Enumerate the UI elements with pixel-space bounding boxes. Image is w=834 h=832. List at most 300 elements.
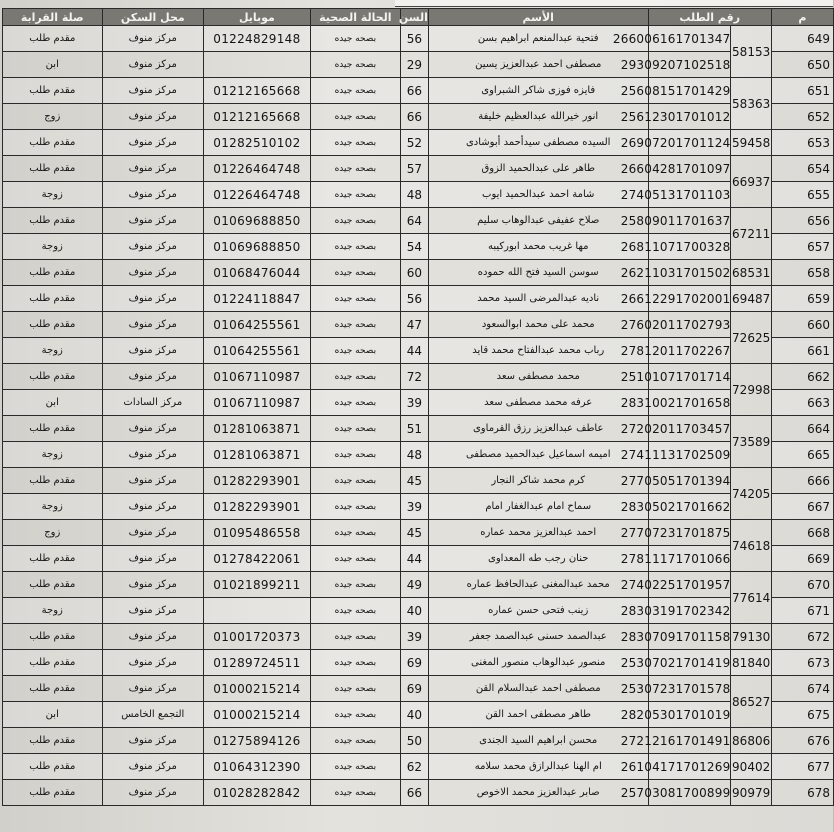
mobile-number: 01224118847	[204, 286, 311, 312]
residence: مركز السادات	[102, 390, 204, 416]
person-name: ناديه عبدالمرضى السيد محمد	[428, 286, 648, 312]
table-row	[3, 702, 834, 728]
age: 49	[400, 572, 428, 598]
person-name: مها غريب محمد ابوركيبه	[428, 234, 648, 260]
national-id: 27812011702267	[648, 338, 731, 364]
age: 69	[400, 676, 428, 702]
row-number: 653	[771, 130, 833, 156]
table-row	[3, 312, 834, 338]
health-status: بصحه جيده	[310, 130, 400, 156]
age: 54	[400, 234, 428, 260]
relation: زوجة	[3, 234, 103, 260]
table-row	[3, 780, 834, 806]
header-relation: صلة القرابة	[3, 9, 103, 26]
national-id: 28307091701158	[648, 624, 731, 650]
relation: مقدم طلب	[3, 416, 103, 442]
row-number: 660	[771, 312, 833, 338]
mobile-number: 01289724511	[204, 650, 311, 676]
age: 66	[400, 78, 428, 104]
table-row	[3, 156, 834, 182]
person-name: كرم محمد شاكر النجار	[428, 468, 648, 494]
mobile-number: 01064312390	[204, 754, 311, 780]
relation: ابن	[3, 390, 103, 416]
relation: زوجة	[3, 182, 103, 208]
age: 45	[400, 468, 428, 494]
person-name: محمد على محمد ابوالسعود	[428, 312, 648, 338]
row-number: 664	[771, 416, 833, 442]
health-status: بصحه جيده	[310, 468, 400, 494]
age: 62	[400, 754, 428, 780]
national-id: 27707231701875	[648, 520, 731, 546]
national-id: 27402251701957	[648, 572, 731, 598]
person-name: عبدالصمد حسنى عبدالصمد جعفر	[428, 624, 648, 650]
table-row	[3, 338, 834, 364]
header-request-no: رقم الطلب	[648, 9, 771, 26]
mobile-number: 01000215214	[204, 702, 311, 728]
table-row	[3, 468, 834, 494]
table-row	[3, 520, 834, 546]
age: 29	[400, 52, 428, 78]
mobile-number: 01001720373	[204, 624, 311, 650]
row-number: 667	[771, 494, 833, 520]
national-id: 27405131701103	[648, 182, 731, 208]
person-name: انور خيرالله عبدالعظيم خليفة	[428, 104, 648, 130]
relation: مقدم طلب	[3, 26, 103, 52]
person-name: ام الهنا عبدالرازق محمد سلامه	[428, 754, 648, 780]
residence: مركز منوف	[102, 208, 204, 234]
person-name: فتحية عبدالمنعم ابراهيم بسن	[428, 26, 648, 52]
row-number: 662	[771, 364, 833, 390]
residence: مركز منوف	[102, 182, 204, 208]
person-name: احمد عبدالعزيز محمد عماره	[428, 520, 648, 546]
health-status: بصحه جيده	[310, 494, 400, 520]
health-status: بصحه جيده	[310, 546, 400, 572]
national-id: 27602011702793	[648, 312, 731, 338]
relation: مقدم طلب	[3, 728, 103, 754]
table-body	[3, 26, 834, 806]
national-id: 25608151701429	[648, 78, 731, 104]
residence: التجمع الخامس	[102, 702, 204, 728]
row-number: 678	[771, 780, 833, 806]
national-id: 26211031701502	[648, 260, 731, 286]
person-name: طاهر مصطفى احمد القن	[428, 702, 648, 728]
row-number: 663	[771, 390, 833, 416]
age: 69	[400, 650, 428, 676]
health-status: بصحه جيده	[310, 78, 400, 104]
row-number: 649	[771, 26, 833, 52]
age: 39	[400, 390, 428, 416]
health-status: بصحه جيده	[310, 338, 400, 364]
table-row	[3, 572, 834, 598]
request-number: 86806	[731, 728, 771, 754]
row-number: 650	[771, 52, 833, 78]
residence: مركز منوف	[102, 416, 204, 442]
request-number: 86527	[731, 676, 771, 728]
relation: زوج	[3, 104, 103, 130]
health-status: بصحه جيده	[310, 520, 400, 546]
national-id: 26104171701269	[648, 754, 731, 780]
person-name: طاهر على عبدالحميد الزوق	[428, 156, 648, 182]
age: 48	[400, 442, 428, 468]
table-row	[3, 390, 834, 416]
mobile-number: 01282293901	[204, 494, 311, 520]
residence: مركز منوف	[102, 676, 204, 702]
national-id: 26604281701097	[648, 156, 731, 182]
row-number: 655	[771, 182, 833, 208]
mobile-number	[204, 598, 311, 624]
age: 52	[400, 130, 428, 156]
residence: مركز منوف	[102, 26, 204, 52]
row-number: 675	[771, 702, 833, 728]
health-status: بصحه جيده	[310, 390, 400, 416]
request-number: 72998	[731, 364, 771, 416]
residence: مركز منوف	[102, 260, 204, 286]
mobile-number: 01275894126	[204, 728, 311, 754]
header-name: الأسم	[428, 9, 648, 26]
request-number: 74618	[731, 520, 771, 572]
person-name: محسن ابراهيم السيد الجندى	[428, 728, 648, 754]
table-row	[3, 546, 834, 572]
table-header-row	[3, 9, 834, 26]
relation: مقدم طلب	[3, 312, 103, 338]
table-row	[3, 182, 834, 208]
mobile-number: 01282293901	[204, 468, 311, 494]
residence: مركز منوف	[102, 494, 204, 520]
row-number: 676	[771, 728, 833, 754]
row-number: 674	[771, 676, 833, 702]
residence: مركز منوف	[102, 130, 204, 156]
health-status: بصحه جيده	[310, 52, 400, 78]
mobile-number: 01069688850	[204, 234, 311, 260]
residence: مركز منوف	[102, 442, 204, 468]
person-name: منصور عبدالوهاب منصور المغنى	[428, 650, 648, 676]
relation: مقدم طلب	[3, 468, 103, 494]
health-status: بصحه جيده	[310, 442, 400, 468]
health-status: بصحه جيده	[310, 156, 400, 182]
mobile-number: 01064255561	[204, 338, 311, 364]
health-status: بصحه جيده	[310, 650, 400, 676]
person-name: زينب فتحى حسن عماره	[428, 598, 648, 624]
applicants-table	[2, 8, 834, 806]
residence: مركز منوف	[102, 52, 204, 78]
mobile-number: 01282510102	[204, 130, 311, 156]
national-id: 28205301701019	[648, 702, 731, 728]
age: 56	[400, 286, 428, 312]
table-row	[3, 728, 834, 754]
age: 45	[400, 520, 428, 546]
age: 44	[400, 546, 428, 572]
mobile-number: 01068476044	[204, 260, 311, 286]
header-mobile: موبايل	[204, 9, 311, 26]
health-status: بصحه جيده	[310, 676, 400, 702]
table-row	[3, 598, 834, 624]
age: 57	[400, 156, 428, 182]
person-name: صلاح عفيفى عبدالوهاب سليم	[428, 208, 648, 234]
person-name: رباب محمد عبدالفتاح محمد قايد	[428, 338, 648, 364]
age: 66	[400, 780, 428, 806]
request-number: 58153	[731, 26, 771, 78]
relation: مقدم طلب	[3, 208, 103, 234]
relation: مقدم طلب	[3, 156, 103, 182]
relation: زوجة	[3, 442, 103, 468]
national-id: 28310021701658	[648, 390, 731, 416]
request-number: 59458	[731, 130, 771, 156]
mobile-number: 01067110987	[204, 364, 311, 390]
mobile-number: 01226464748	[204, 156, 311, 182]
header-age: السن	[398, 10, 428, 24]
relation: مقدم طلب	[3, 624, 103, 650]
residence: مركز منوف	[102, 650, 204, 676]
person-name: عاطف عبدالعزيز رزق القرماوى	[428, 416, 648, 442]
mobile-number: 01281063871	[204, 416, 311, 442]
request-number: 69487	[731, 286, 771, 312]
table-row	[3, 260, 834, 286]
row-number: 659	[771, 286, 833, 312]
health-status: بصحه جيده	[310, 780, 400, 806]
relation: مقدم طلب	[3, 572, 103, 598]
health-status: بصحه جيده	[310, 104, 400, 130]
mobile-number: 01212165668	[204, 78, 311, 104]
health-status: بصحه جيده	[310, 754, 400, 780]
row-number: 672	[771, 624, 833, 650]
national-id: 27202011703457	[648, 416, 731, 442]
health-status: بصحه جيده	[310, 624, 400, 650]
age: 64	[400, 208, 428, 234]
mobile-number: 01067110987	[204, 390, 311, 416]
residence: مركز منوف	[102, 780, 204, 806]
row-number: 661	[771, 338, 833, 364]
health-status: بصحه جيده	[310, 598, 400, 624]
age: 47	[400, 312, 428, 338]
request-number: 74205	[731, 468, 771, 520]
row-number: 677	[771, 754, 833, 780]
row-number: 671	[771, 598, 833, 624]
previous-table-edge	[395, 0, 833, 7]
mobile-number: 01226464748	[204, 182, 311, 208]
row-number: 656	[771, 208, 833, 234]
request-number: 67211	[731, 208, 771, 260]
table-row	[3, 676, 834, 702]
table-row	[3, 442, 834, 468]
request-number: 81840	[731, 650, 771, 676]
mobile-number	[204, 52, 311, 78]
age: 40	[400, 598, 428, 624]
header-health: الحالة الصحية	[310, 9, 400, 26]
request-number: 72625	[731, 312, 771, 364]
person-name: شامة احمد عبدالحميد ايوب	[428, 182, 648, 208]
table-row	[3, 416, 834, 442]
relation: مقدم طلب	[3, 78, 103, 104]
relation: ابن	[3, 52, 103, 78]
row-number: 670	[771, 572, 833, 598]
national-id: 26811071700328	[648, 234, 731, 260]
person-name: اميمه اسماعيل عبدالحميد مصطفى	[428, 442, 648, 468]
national-id: 29309207102518	[648, 52, 731, 78]
residence: مركز منوف	[102, 520, 204, 546]
request-number: 58363	[731, 78, 771, 130]
header-residence: محل السكن	[102, 9, 204, 26]
age: 40	[400, 702, 428, 728]
request-number: 68531	[731, 260, 771, 286]
person-name: محمد مصطفى سعد	[428, 364, 648, 390]
age: 60	[400, 260, 428, 286]
request-number: 66937	[731, 156, 771, 208]
mobile-number: 01281063871	[204, 442, 311, 468]
row-number: 673	[771, 650, 833, 676]
residence: مركز منوف	[102, 468, 204, 494]
mobile-number: 01224829148	[204, 26, 311, 52]
relation: مقدم طلب	[3, 676, 103, 702]
person-name: سماح امام عبدالغفار امام	[428, 494, 648, 520]
residence: مركز منوف	[102, 286, 204, 312]
person-name: صابر عبدالعزيز محمد الاخوص	[428, 780, 648, 806]
age: 51	[400, 416, 428, 442]
relation: زوجة	[3, 338, 103, 364]
national-id: 27705051701394	[648, 468, 731, 494]
table-row	[3, 52, 834, 78]
request-number: 90979	[731, 780, 771, 806]
health-status: بصحه جيده	[310, 286, 400, 312]
person-name: سوسن السيد فتح الله حموده	[428, 260, 648, 286]
health-status: بصحه جيده	[310, 572, 400, 598]
health-status: بصحه جيده	[310, 364, 400, 390]
mobile-number: 01028282842	[204, 780, 311, 806]
table-row	[3, 754, 834, 780]
health-status: بصحه جيده	[310, 234, 400, 260]
national-id: 25809011701637	[648, 208, 731, 234]
table-row	[3, 624, 834, 650]
row-number: 669	[771, 546, 833, 572]
age: 72	[400, 364, 428, 390]
table-row	[3, 130, 834, 156]
national-id: 25703081700899	[648, 780, 731, 806]
person-name: السيده مصطفى سيدأحمد أبوشادى	[428, 130, 648, 156]
person-name: عرفه محمد مصطفى سعد	[428, 390, 648, 416]
relation: مقدم طلب	[3, 650, 103, 676]
table-row	[3, 26, 834, 52]
age: 39	[400, 494, 428, 520]
residence: مركز منوف	[102, 234, 204, 260]
row-number: 658	[771, 260, 833, 286]
mobile-number: 01064255561	[204, 312, 311, 338]
national-id: 28305021701662	[648, 494, 731, 520]
national-id: 28303191702342	[648, 598, 731, 624]
mobile-number: 01069688850	[204, 208, 311, 234]
relation: زوجة	[3, 494, 103, 520]
health-status: بصحه جيده	[310, 26, 400, 52]
residence: مركز منوف	[102, 728, 204, 754]
residence: مركز منوف	[102, 598, 204, 624]
national-id: 27212161701491	[648, 728, 731, 754]
table-row	[3, 364, 834, 390]
person-name: مصطفى احمد عبدالسلام القن	[428, 676, 648, 702]
national-id: 25307231701578	[648, 676, 731, 702]
residence: مركز منوف	[102, 104, 204, 130]
person-name: محمد عبدالمغنى عبدالحافظ عماره	[428, 572, 648, 598]
national-id: 26612291702001	[648, 286, 731, 312]
table-row	[3, 650, 834, 676]
residence: مركز منوف	[102, 312, 204, 338]
row-number: 666	[771, 468, 833, 494]
table-row	[3, 78, 834, 104]
table-row	[3, 286, 834, 312]
relation: مقدم طلب	[3, 260, 103, 286]
person-name: مصطفى احمد عبدالعزيز يسين	[428, 52, 648, 78]
mobile-number: 01095486558	[204, 520, 311, 546]
age: 44	[400, 338, 428, 364]
age: 50	[400, 728, 428, 754]
row-number: 657	[771, 234, 833, 260]
relation: ابن	[3, 702, 103, 728]
national-id: 27411131702509	[648, 442, 731, 468]
table-row	[3, 494, 834, 520]
relation: مقدم طلب	[3, 364, 103, 390]
residence: مركز منوف	[102, 754, 204, 780]
residence: مركز منوف	[102, 338, 204, 364]
residence: مركز منوف	[102, 78, 204, 104]
relation: مقدم طلب	[3, 546, 103, 572]
person-name: فايزه فوزى شاكر الشبراوى	[428, 78, 648, 104]
row-number: 652	[771, 104, 833, 130]
national-id: 26907201701124	[648, 130, 731, 156]
age: 39	[400, 624, 428, 650]
health-status: بصحه جيده	[310, 702, 400, 728]
mobile-number: 01278422061	[204, 546, 311, 572]
relation: زوجة	[3, 598, 103, 624]
age: 56	[400, 26, 428, 52]
relation: مقدم طلب	[3, 130, 103, 156]
request-number: 90402	[731, 754, 771, 780]
health-status: بصحه جيده	[310, 728, 400, 754]
mobile-number: 01212165668	[204, 104, 311, 130]
row-number: 654	[771, 156, 833, 182]
residence: مركز منوف	[102, 364, 204, 390]
age: 48	[400, 182, 428, 208]
national-id: 25307021701419	[648, 650, 731, 676]
residence: مركز منوف	[102, 624, 204, 650]
national-id: 25101071701714	[648, 364, 731, 390]
residence: مركز منوف	[102, 572, 204, 598]
header-m: م	[771, 9, 833, 26]
national-id: 27811171701066	[648, 546, 731, 572]
person-name: حنان رجب طه المعداوى	[428, 546, 648, 572]
relation: مقدم طلب	[3, 286, 103, 312]
mobile-number: 01000215214	[204, 676, 311, 702]
request-number: 77614	[731, 572, 771, 624]
health-status: بصحه جيده	[310, 182, 400, 208]
relation: مقدم طلب	[3, 780, 103, 806]
table-row	[3, 104, 834, 130]
national-id: 25612301701012	[648, 104, 731, 130]
table-row	[3, 234, 834, 260]
mobile-number: 01021899211	[204, 572, 311, 598]
request-number: 79130	[731, 624, 771, 650]
health-status: بصحه جيده	[310, 312, 400, 338]
row-number: 665	[771, 442, 833, 468]
age: 66	[400, 104, 428, 130]
request-number: 73589	[731, 416, 771, 468]
national-id: 266006161701347	[648, 26, 731, 52]
relation: زوج	[3, 520, 103, 546]
row-number: 668	[771, 520, 833, 546]
health-status: بصحه جيده	[310, 416, 400, 442]
health-status: بصحه جيده	[310, 208, 400, 234]
relation: مقدم طلب	[3, 754, 103, 780]
health-status: بصحه جيده	[310, 260, 400, 286]
row-number: 651	[771, 78, 833, 104]
table-row	[3, 208, 834, 234]
residence: مركز منوف	[102, 156, 204, 182]
